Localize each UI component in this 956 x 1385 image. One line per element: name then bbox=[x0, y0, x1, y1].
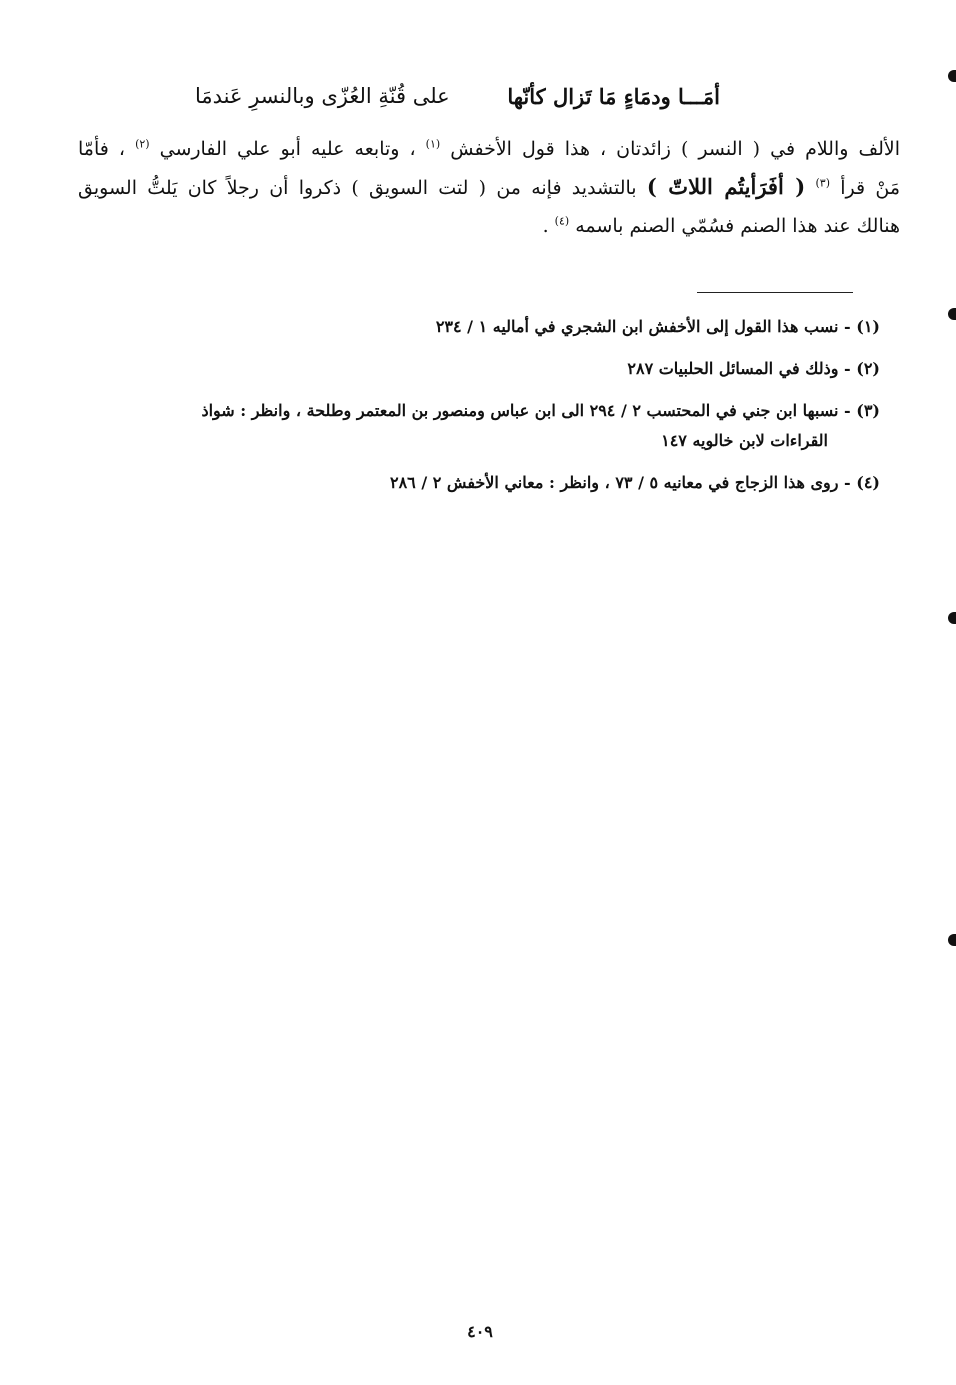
footnote-number: (١) bbox=[856, 317, 880, 336]
paragraph-line-1 bbox=[78, 130, 900, 168]
footnote-text: - نسبها ابن جني في المحتسب ٢ / ٢٩٤ الى ابن عباس ومنصور بن المعتمر وطلحة ، وانظر : شواذ bbox=[201, 401, 851, 420]
footnote-ref-1: (١) bbox=[425, 137, 441, 151]
text-segment: الألف واللام في ( النسر ) زائدتان ، هذا قول الأخفش bbox=[450, 138, 901, 160]
footnote-1 bbox=[120, 312, 880, 342]
binding-hole-mark bbox=[948, 612, 956, 624]
binding-hole-mark bbox=[948, 934, 956, 946]
quranic-quote: ( أفَرَأيتُم اللاتّ ) bbox=[646, 174, 806, 199]
footnote-ref-4: (٤) bbox=[554, 214, 570, 228]
binding-hole-mark bbox=[948, 70, 956, 82]
verse-second-hemistich: على قُنّةِ العُزّى وبالنسرِ عَندمَا bbox=[195, 84, 450, 108]
text-segment: بالتشديد فإنه من ( لتت السويق ) ذكروا أن رجلاً كان يَلتُّ السويق bbox=[78, 177, 637, 199]
verse-first-hemistich: أمَـــا ودمَاءٍ مَا تَزال كأنّها bbox=[507, 84, 720, 109]
poetry-verse bbox=[150, 84, 730, 124]
binding-hole-mark bbox=[948, 308, 956, 320]
footnote-text: - روى هذا الزجاج في معانيه ٥ / ٧٣ ، وانظر : معاني الأخفش ٢ / ٢٨٦ bbox=[389, 473, 851, 492]
paragraph-line-3 bbox=[78, 207, 900, 245]
footnote-continuation: القراءات لابن خالويه ١٤٧ bbox=[661, 431, 828, 450]
main-paragraph bbox=[78, 130, 900, 245]
footnote-4 bbox=[120, 468, 880, 498]
footnote-number: (٤) bbox=[856, 473, 880, 492]
footnote-ref-2: (٢) bbox=[135, 137, 150, 151]
footnote-number: (٢) bbox=[856, 359, 880, 378]
text-segment: هنالك عند هذا الصنم فسُمّي الصنم باسمه bbox=[575, 215, 900, 237]
page-number: ٤٠٩ bbox=[467, 1322, 493, 1341]
text-segment: مَنْ قرأ bbox=[840, 177, 900, 199]
footnote-2 bbox=[120, 354, 880, 384]
text-segment: ، وتابعه عليه أبو علي الفارسي bbox=[159, 138, 416, 160]
footnotes-section bbox=[120, 312, 880, 510]
footnote-text: - نسب هذا القول إلى الأخفش ابن الشجري في أماليه ١ / ٢٣٤ bbox=[435, 317, 851, 336]
footnote-text: - وذلك في المسائل الحلبيات ٢٨٧ bbox=[627, 359, 851, 378]
footnote-3 bbox=[120, 396, 880, 456]
paragraph-line-2 bbox=[78, 168, 900, 207]
footnote-ref-3: (٣) bbox=[815, 176, 831, 190]
footnote-number: (٣) bbox=[856, 401, 880, 420]
footnote-separator bbox=[697, 292, 853, 293]
text-segment: ، فأمّا bbox=[78, 138, 126, 160]
text-segment: . bbox=[542, 215, 549, 237]
